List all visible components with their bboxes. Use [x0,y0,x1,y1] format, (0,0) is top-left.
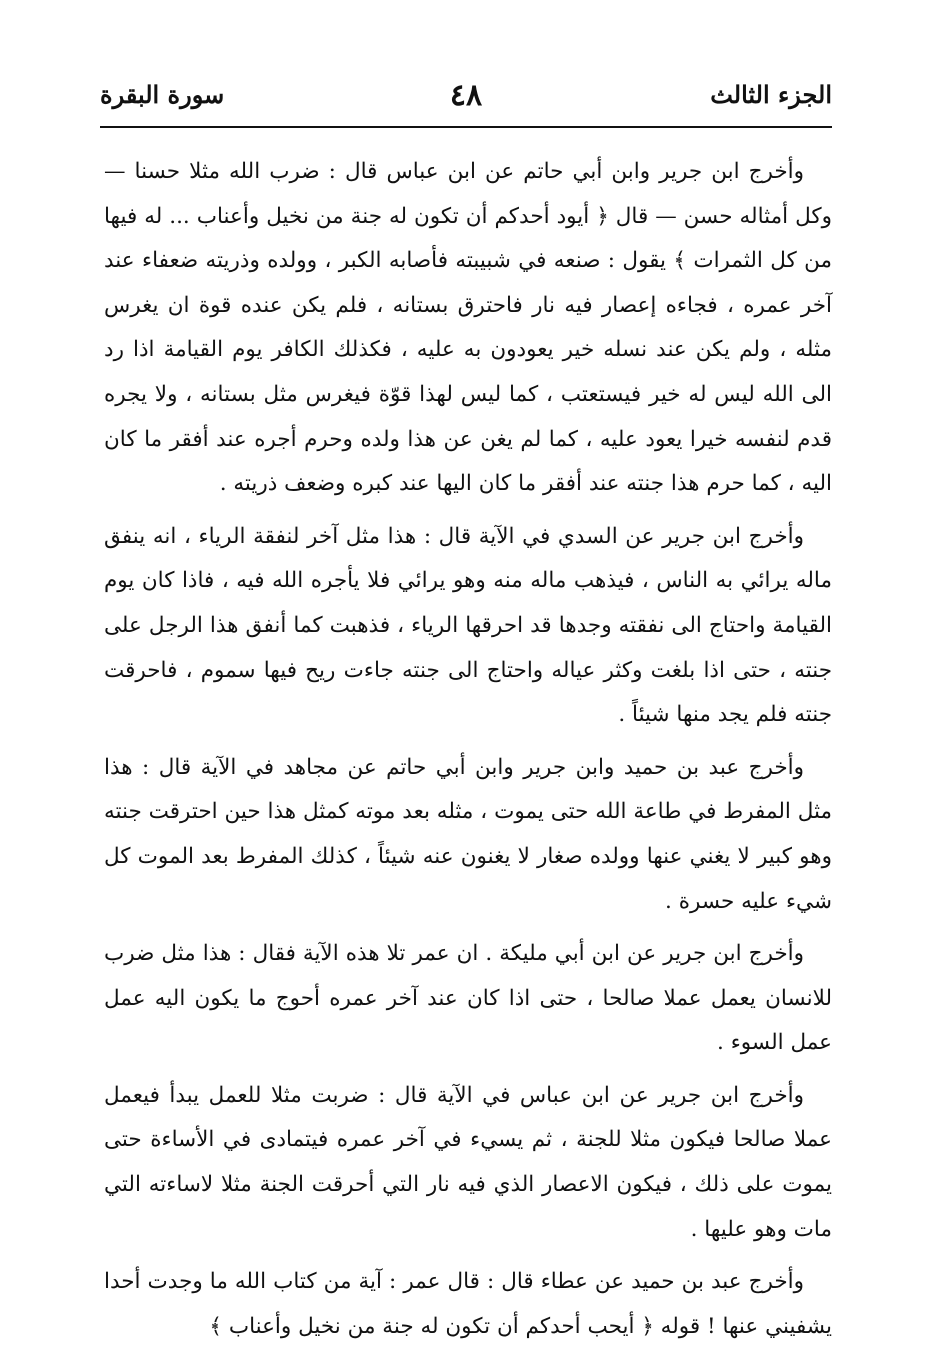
page-number: ٤٨ [449,78,483,113]
paragraph: وأخرج عبد بن حميد عن عطاء قال : قال عمر : آية من كتاب الله ما وجدت أحدا يشفيني عنها ! قوله ﴿ أيحب أحدكم أن تكون له جنة من نخيل وأعناب ﴾ [104,1269,832,1339]
paragraph: وأخرج عبد بن حميد وابن جرير وابن أبي حاتم عن مجاهد في الآية قال : هذا مثل المفرط في طاعة الله حتى يموت ، مثله بعد موته كمثل هذا حين احترقت جنته وهو كبير لا يغني عنها وولده صغار لا يغنون عنه شيئاً ، كذلك المفرط بعد الموت كل شيء عليه حسرة . [104,754,832,914]
juz-title: الجزء الثالث [710,80,832,109]
page-body [104,150,832,1357]
paragraph: وأخرج ابن جرير عن ابن أبي مليكة . ان عمر تلا هذه الآية فقال : هذا مثل ضرب للانسان يعمل عملا صالحا ، حتى اذا كان عند آخر عمره أحوج ما يكون اليه عمل عمل السوء . [104,941,832,1056]
header-divider [100,126,832,128]
paragraph: وأخرج ابن جرير عن ابن عباس في الآية قال : ضربت مثلا للعمل يبدأ فيعمل عملا صالحا فيكون مثلا للجنة ، ثم يسيء في آخر عمره فيتمادى في الأساءة حتى يموت على ذلك ، فيكون الاعصار الذي فيه نار التي أحرقت الجنة مثلا لاساءته التي مات وهو عليها . [104,1082,832,1242]
running-header [100,80,832,128]
paragraph: وأخرج ابن جرير عن السدي في الآية قال : هذا مثل آخر لنفقة الرياء ، انه ينفق ماله يرائي به الناس ، فيذهب ماله منه وهو يرائي فلا يأجره الله فيه ، فاذا كان يوم القيامة واحتاج الى نفقته وجدها قد احرقها الرياء ، فذهبت كما أنفق هذا الرجل على جنته ، حتى اذا بلغت وكثر عياله واحتاج الى جنته جاءت ريح فيها سموم ، فاحرقت جنته فلم يجد منها شيئاً . [104,523,832,728]
surah-title: سورة البقرة [100,80,225,109]
paragraph: وأخرج ابن جرير وابن أبي حاتم عن ابن عباس قال : ضرب الله مثلا حسنا — وكل أمثاله حسن — قال ﴿ أيود أحدكم أن تكون له جنة من نخيل وأعناب ... له فيها من كل الثمرات ﴾ يقول : صنعه في شبيبته فأصابه الكبر ، وولده وذريته ضعفاء عند آخر عمره ، فجاءه إعصار فيه نار فاحترق بستانه ، فلم يكن عنده قوة ان يغرس مثله ، ولم يكن عند نسله خير يعودون به عليه ، فكذلك الكافر يوم القيامة اذا رد الى الله ليس له خير فيستعتب ، كما ليس لهذا قوّة فيغرس مثل بستانه ، ولا يجره قدم لنفسه خيرا يعود عليه ، كما لم يغن عن هذا ولده وحرم أجره عند أفقر ما كان اليه ، كما حرم هذا جنته عند أفقر ما كان اليها عند كبره وضعف ذريته . [104,159,832,497]
